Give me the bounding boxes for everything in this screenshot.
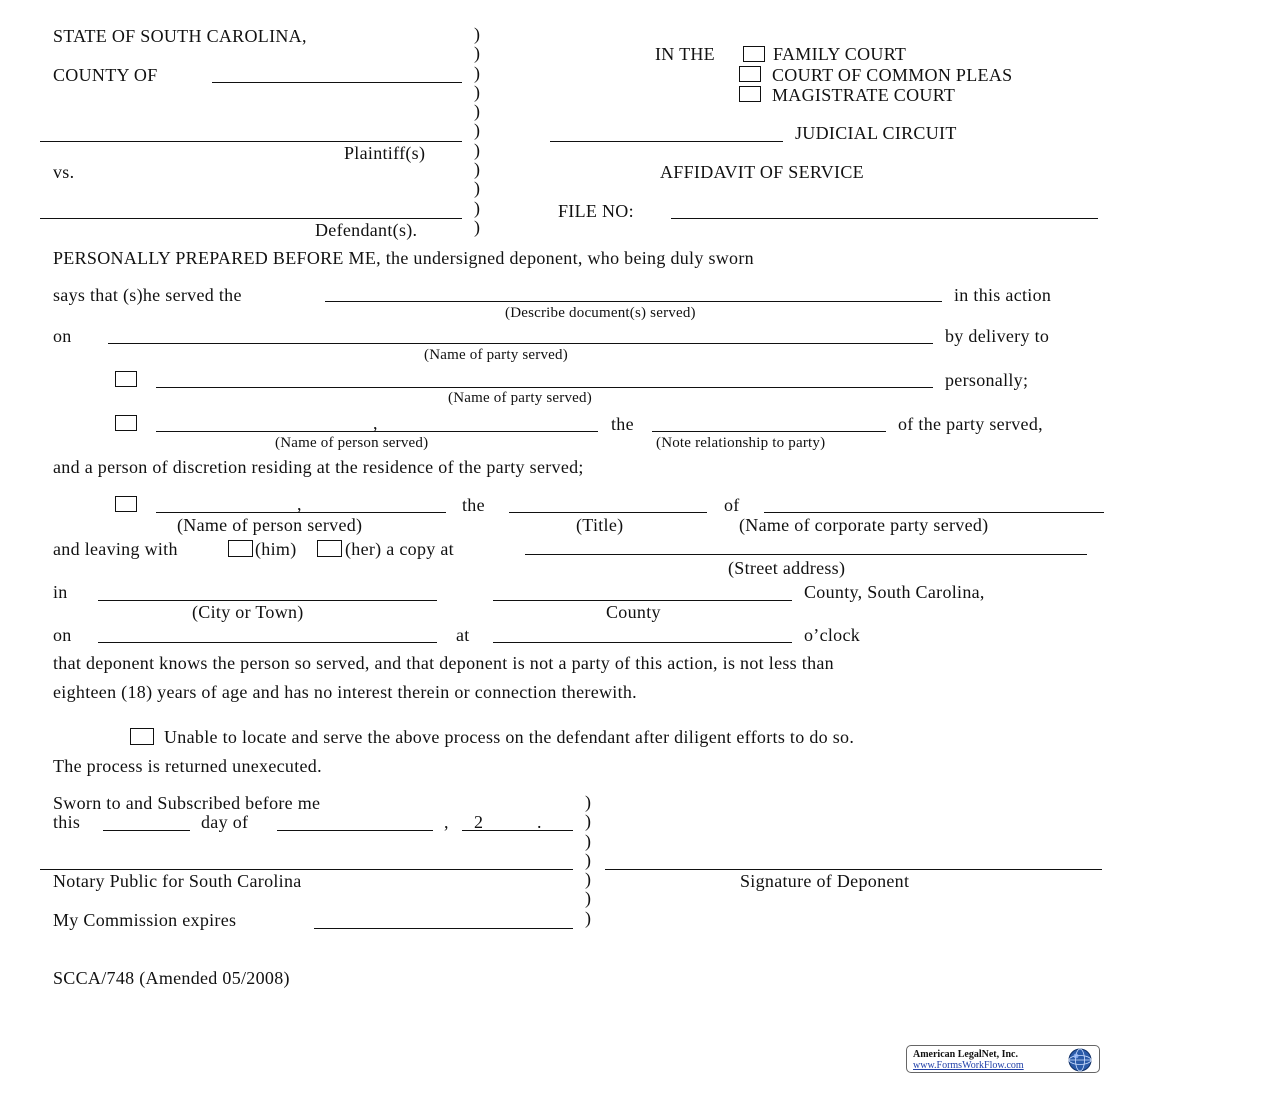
jurat-divider: ) ) ) ) ) ) ) <box>585 792 591 928</box>
city-field[interactable] <box>98 600 437 601</box>
defendant-field[interactable] <box>40 218 462 219</box>
corporate-party-caption: (Name of corporate party served) <box>739 515 989 535</box>
plaintiff-field[interactable] <box>40 141 462 142</box>
county-label: COUNTY OF <box>53 65 158 85</box>
file-no-field[interactable] <box>671 218 1098 219</box>
this-label: this <box>53 812 81 832</box>
service-date-field[interactable] <box>98 642 437 643</box>
form-code: SCCA/748 (Amended 05/2008) <box>53 968 290 988</box>
by-delivery-text: by delivery to <box>945 326 1050 346</box>
notary-label: Notary Public for South Carolina <box>53 871 302 891</box>
discretion-text: and a person of discretion residing at the residence of the party served; <box>53 457 584 477</box>
her-checkbox[interactable] <box>317 540 342 557</box>
at-label: at <box>456 625 470 645</box>
county-caption: County <box>606 602 661 622</box>
family-court-checkbox[interactable] <box>743 46 765 62</box>
globe-icon <box>1063 1047 1097 1073</box>
oclock-text: o’clock <box>804 625 861 645</box>
form-title: AFFIDAVIT OF SERVICE <box>660 162 864 182</box>
day-of-label: day of <box>201 812 249 832</box>
knows-text-1: that deponent knows the person so served, and that deponent is not a party of this action, is not less than <box>53 653 834 673</box>
notary-signature-line[interactable] <box>40 869 573 870</box>
year-end: . <box>537 812 542 832</box>
commission-label: My Commission expires <box>53 910 237 930</box>
americanlegalnet-logo[interactable] <box>906 1045 1100 1073</box>
corporate-party-field[interactable] <box>764 512 1104 513</box>
service-time-field[interactable] <box>493 642 792 643</box>
personal-party-caption: (Name of party served) <box>448 390 592 406</box>
year-prefix: 2 <box>474 812 484 832</box>
her-copy-text: (her) a copy at <box>345 539 454 559</box>
documents-served-field[interactable] <box>325 301 942 302</box>
personal-party-field[interactable] <box>156 387 933 388</box>
intro-text: PERSONALLY PREPARED BEFORE ME, the undersigned deponent, who being duly sworn <box>53 248 754 268</box>
state-caption: STATE OF SOUTH CAROLINA, <box>53 26 307 46</box>
comma-2: , <box>297 494 302 514</box>
unable-checkbox[interactable] <box>130 728 154 745</box>
title-caption: (Title) <box>576 515 624 535</box>
county-name-field[interactable] <box>493 600 792 601</box>
corporate-checkbox[interactable] <box>115 496 137 512</box>
family-court-label: FAMILY COURT <box>773 44 907 64</box>
says-served-text: says that (s)he served the <box>53 285 242 305</box>
judicial-circuit-field[interactable] <box>550 141 783 142</box>
leaving-with-text: and leaving with <box>53 539 178 559</box>
knows-text-2: eighteen (18) years of age and has no interest therein or connection therewith. <box>53 682 637 702</box>
corp-person-caption: (Name of person served) <box>177 515 363 535</box>
common-pleas-checkbox[interactable] <box>739 66 761 82</box>
city-caption: (City or Town) <box>192 602 304 622</box>
vs-label: vs. <box>53 162 75 182</box>
plaintiff-label: Plaintiff(s) <box>344 143 426 163</box>
caption-divider: ) ) ) ) ) ) ) ) ) ) ) <box>474 24 480 237</box>
jurat-comma: , <box>444 812 449 832</box>
county-field[interactable] <box>212 82 462 83</box>
describe-docs-caption: (Describe document(s) served) <box>505 305 696 321</box>
logo-url[interactable]: www.FormsWorkFlow.com <box>913 1060 1024 1071</box>
sworn-text: Sworn to and Subscribed before me <box>53 793 321 813</box>
of-label: of <box>724 495 740 515</box>
residence-checkbox[interactable] <box>115 415 137 431</box>
unable-text: Unable to locate and serve the above process on the defendant after diligent efforts to do so. <box>164 727 855 747</box>
person-served-caption: (Name of person served) <box>275 435 429 451</box>
county-sc-text: County, South Carolina, <box>804 582 985 602</box>
relationship-caption: (Note relationship to party) <box>656 435 826 451</box>
on-label-2: on <box>53 625 72 645</box>
in-the-label: IN THE <box>655 44 715 64</box>
magistrate-court-checkbox[interactable] <box>739 86 761 102</box>
of-party-served-text: of the party served, <box>898 414 1043 434</box>
personally-text: personally; <box>945 370 1029 390</box>
on-label: on <box>53 326 72 346</box>
defendant-label: Defendant(s). <box>315 220 418 240</box>
deponent-signature-label: Signature of Deponent <box>740 871 910 891</box>
returned-text: The process is returned unexecuted. <box>53 756 322 776</box>
the-label: the <box>611 414 634 434</box>
party-served-caption: (Name of party served) <box>424 347 568 363</box>
logo-company-name: American LegalNet, Inc. <box>913 1049 1018 1060</box>
him-checkbox[interactable] <box>228 540 253 557</box>
street-caption: (Street address) <box>728 558 846 578</box>
title-field[interactable] <box>509 512 707 513</box>
commission-field[interactable] <box>314 928 573 929</box>
the-label-2: the <box>462 495 485 515</box>
in-this-action-text: in this action <box>954 285 1052 305</box>
magistrate-court-label: MAGISTRATE COURT <box>772 85 956 105</box>
day-field[interactable] <box>103 830 190 831</box>
in-label: in <box>53 582 68 602</box>
month-field[interactable] <box>277 830 433 831</box>
file-no-label: FILE NO: <box>558 201 634 221</box>
deponent-signature-line[interactable] <box>605 869 1102 870</box>
party-served-field[interactable] <box>108 343 933 344</box>
personally-checkbox[interactable] <box>115 371 137 387</box>
relationship-field[interactable] <box>652 431 886 432</box>
common-pleas-label: COURT OF COMMON PLEAS <box>772 65 1013 85</box>
him-label: (him) <box>255 539 297 559</box>
judicial-circuit-label: JUDICIAL CIRCUIT <box>795 123 957 143</box>
street-address-field[interactable] <box>525 554 1087 555</box>
comma-1: , <box>373 413 378 433</box>
